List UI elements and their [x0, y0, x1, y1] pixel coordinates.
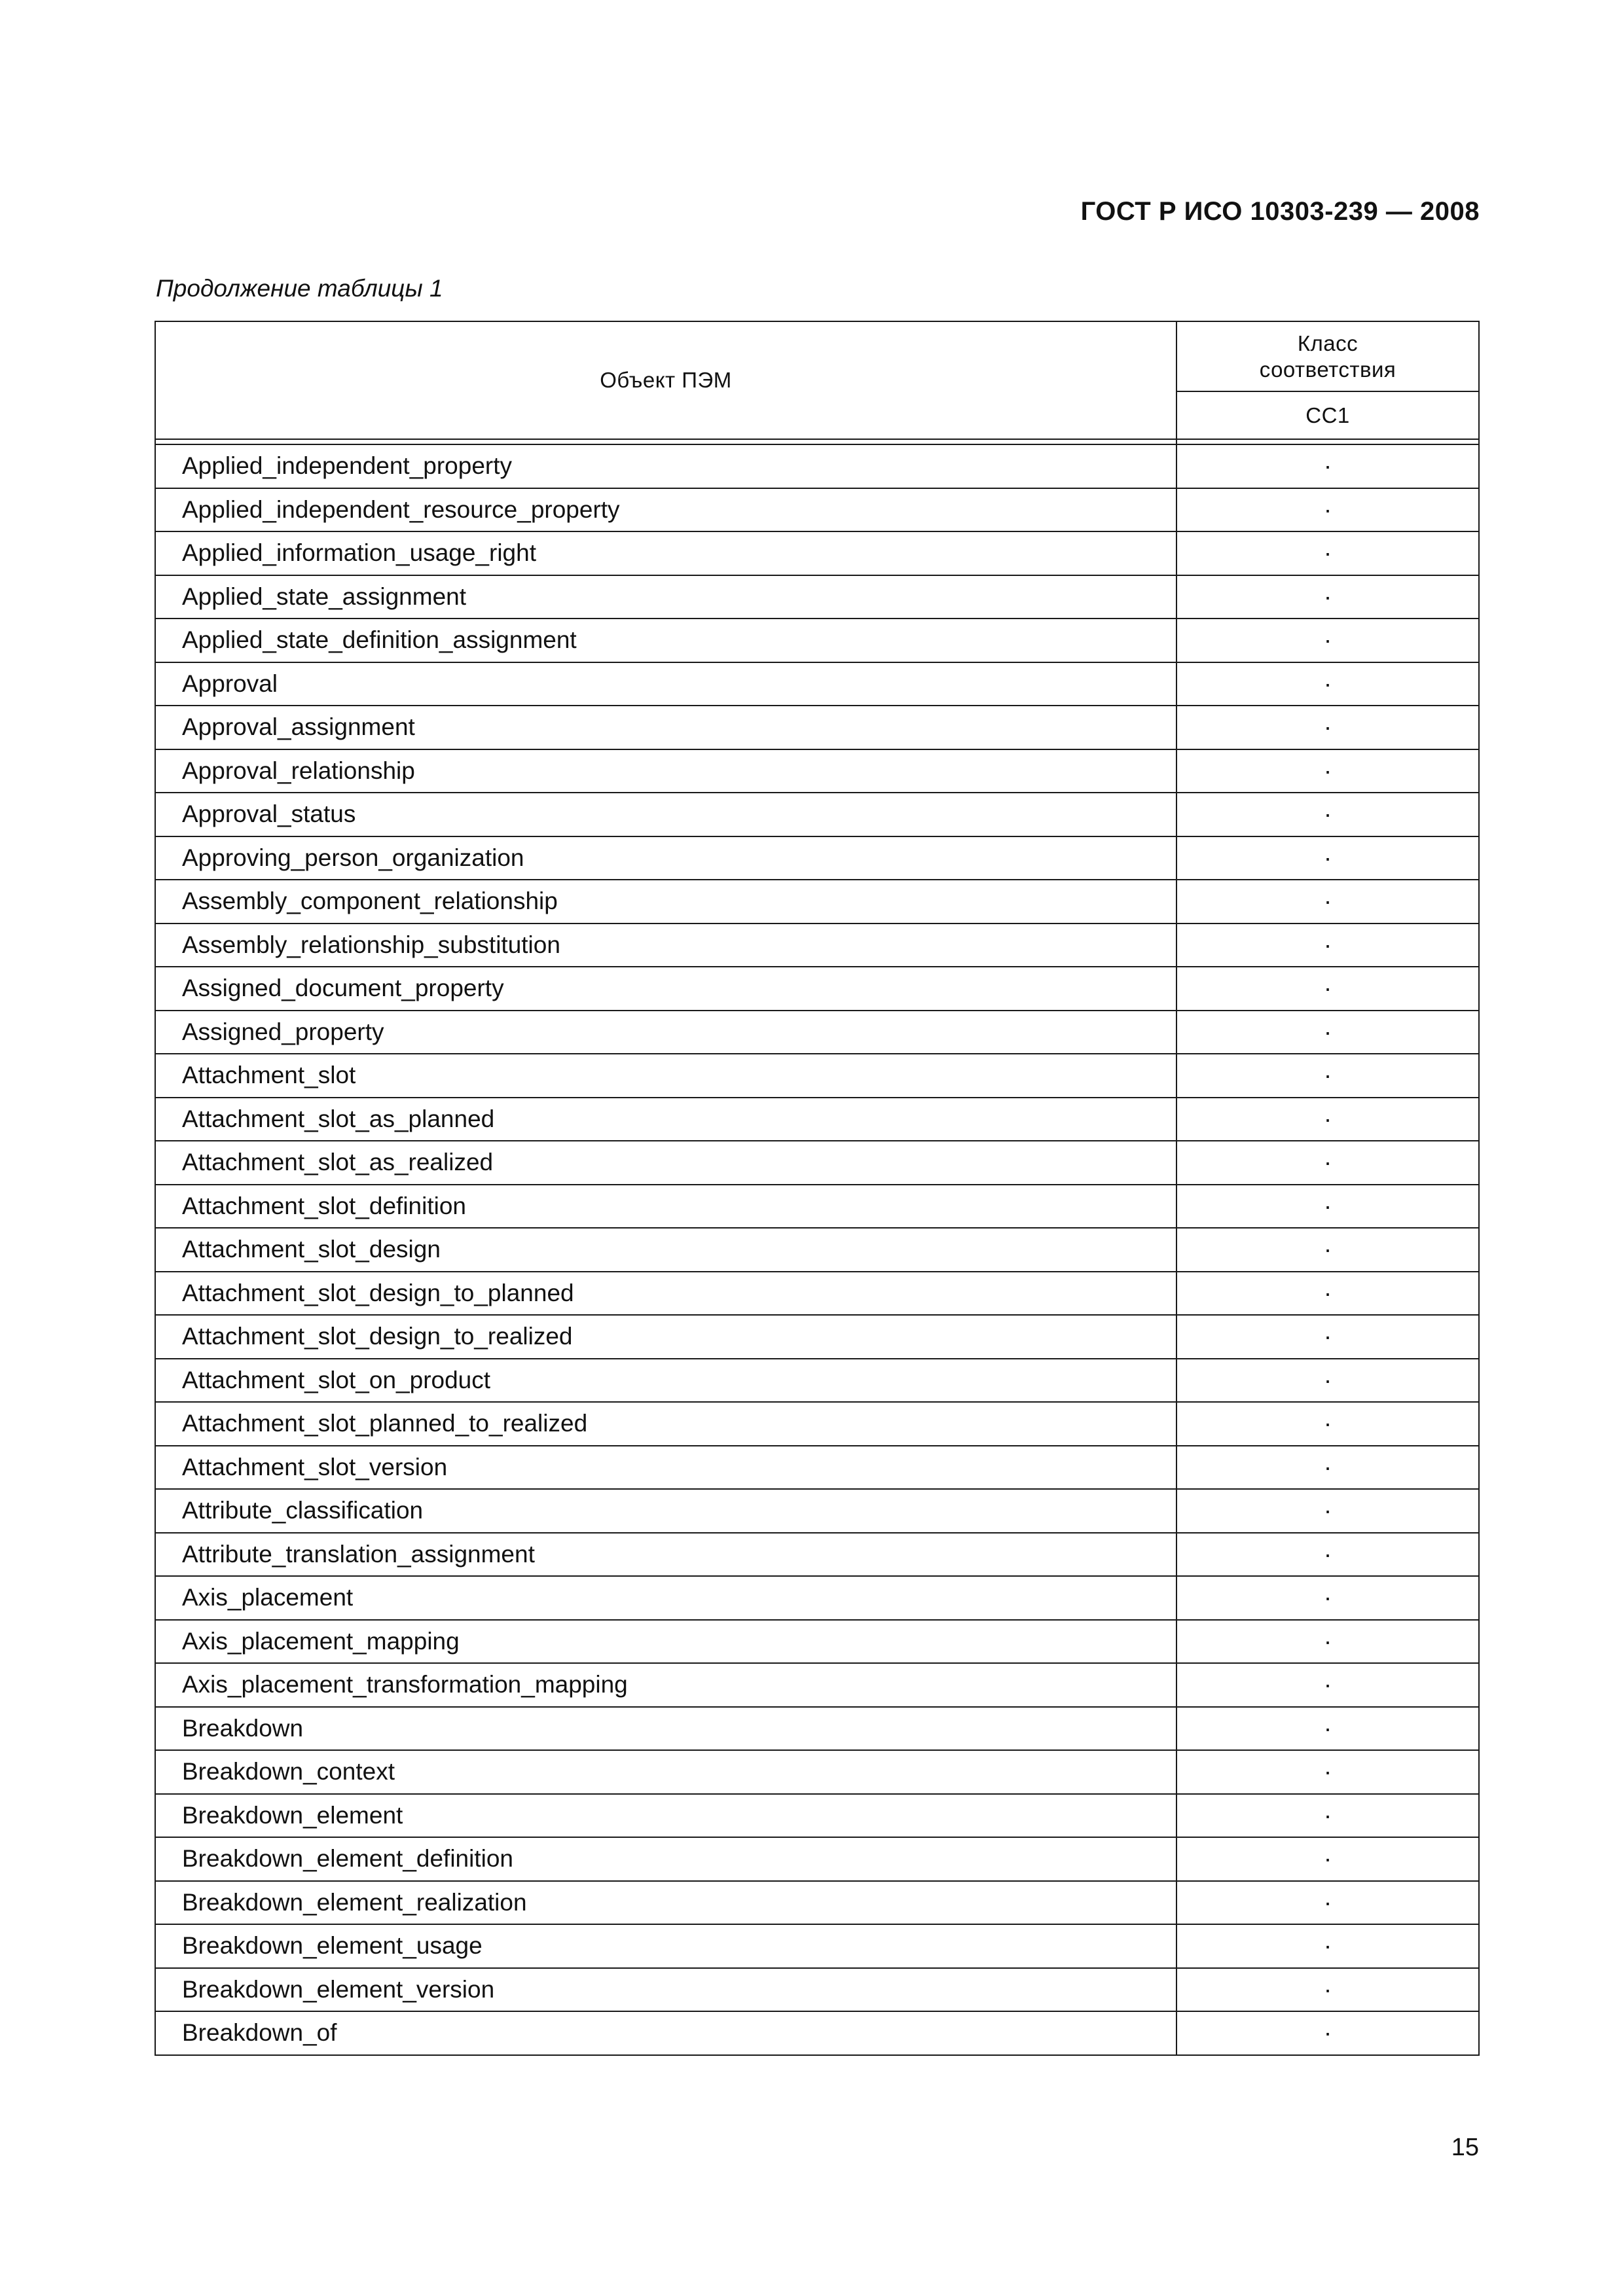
object-name-cell: Attachment_slot_planned_to_realized — [155, 1402, 1176, 1446]
object-name-cell: Attachment_slot_on_product — [155, 1359, 1176, 1403]
object-name-cell: Breakdown_element_definition — [155, 1837, 1176, 1881]
table-row — [155, 1707, 1479, 1751]
cc1-marker-cell: · — [1176, 1968, 1479, 2012]
cc1-marker-cell: · — [1176, 749, 1479, 793]
object-name-cell: Breakdown_element — [155, 1794, 1176, 1838]
object-name-cell: Attachment_slot_design_to_realized — [155, 1315, 1176, 1359]
conformance-table — [155, 321, 1478, 2056]
cc1-marker-cell: · — [1176, 1315, 1479, 1359]
object-name-cell: Approving_person_organization — [155, 836, 1176, 880]
table-row — [155, 1837, 1479, 1881]
cc1-marker-cell: · — [1176, 531, 1479, 575]
table-row — [155, 1402, 1479, 1446]
object-name-cell: Axis_placement_transformation_mapping — [155, 1663, 1176, 1707]
object-name-cell: Applied_information_usage_right — [155, 531, 1176, 575]
table — [155, 321, 1480, 2056]
cc1-marker-cell: · — [1176, 1446, 1479, 1490]
table-row — [155, 575, 1479, 619]
table-row — [155, 1359, 1479, 1403]
cc1-marker-cell: · — [1176, 1837, 1479, 1881]
table-row — [155, 924, 1479, 967]
table-row — [155, 1011, 1479, 1054]
cc1-marker-cell: · — [1176, 1750, 1479, 1794]
object-name-cell: Attribute_classification — [155, 1489, 1176, 1533]
cc1-marker-cell: · — [1176, 575, 1479, 619]
table-continuation-caption: Продолжение таблицы 1 — [156, 275, 443, 302]
object-name-cell: Applied_state_definition_assignment — [155, 619, 1176, 662]
cc1-marker-cell: · — [1176, 706, 1479, 749]
table-row — [155, 2011, 1479, 2055]
table-row — [155, 1141, 1479, 1185]
cc1-marker-cell: · — [1176, 1533, 1479, 1577]
cc1-marker-cell: · — [1176, 1794, 1479, 1838]
table-row — [155, 706, 1479, 749]
cc1-marker-cell: · — [1176, 1402, 1479, 1446]
table-row — [155, 1533, 1479, 1577]
object-name-cell: Breakdown_context — [155, 1750, 1176, 1794]
cc1-marker-cell: · — [1176, 1098, 1479, 1141]
cc1-marker-cell: · — [1176, 1924, 1479, 1968]
object-name-cell: Approval_relationship — [155, 749, 1176, 793]
page-number: 15 — [1451, 2134, 1479, 2161]
object-name-cell: Attachment_slot_design_to_planned — [155, 1272, 1176, 1316]
table-header — [155, 321, 1479, 444]
object-name-cell: Applied_independent_resource_property — [155, 488, 1176, 532]
cc1-marker-cell: · — [1176, 836, 1479, 880]
cc1-marker-cell: · — [1176, 793, 1479, 836]
table-row — [155, 1924, 1479, 1968]
object-name-cell: Approval_status — [155, 793, 1176, 836]
cc1-marker-cell: · — [1176, 1707, 1479, 1751]
cc1-marker-cell: · — [1176, 662, 1479, 706]
table-row — [155, 1750, 1479, 1794]
cc1-marker-cell: · — [1176, 967, 1479, 1011]
cc1-marker-cell: · — [1176, 1054, 1479, 1098]
cc1-marker-cell: · — [1176, 1881, 1479, 1925]
object-name-cell: Breakdown — [155, 1707, 1176, 1751]
column-header-cc1: CC1 — [1176, 391, 1479, 439]
table-row — [155, 662, 1479, 706]
table-row — [155, 793, 1479, 836]
object-name-cell: Attachment_slot_as_planned — [155, 1098, 1176, 1141]
column-header-conformance-class — [1176, 321, 1479, 391]
table-row — [155, 1620, 1479, 1664]
cc1-marker-cell: · — [1176, 1272, 1479, 1316]
table-row — [155, 619, 1479, 662]
object-name-cell: Attachment_slot — [155, 1054, 1176, 1098]
object-name-cell: Assembly_component_relationship — [155, 880, 1176, 924]
table-row — [155, 1794, 1479, 1838]
table-row — [155, 880, 1479, 924]
cc1-marker-cell: · — [1176, 1489, 1479, 1533]
table-row — [155, 1881, 1479, 1925]
object-name-cell: Applied_state_assignment — [155, 575, 1176, 619]
table-row — [155, 836, 1479, 880]
object-name-cell: Assigned_property — [155, 1011, 1176, 1054]
cc1-marker-cell: · — [1176, 1185, 1479, 1229]
cc1-marker-cell: · — [1176, 924, 1479, 967]
table-row — [155, 749, 1479, 793]
object-name-cell: Approval — [155, 662, 1176, 706]
object-name-cell: Breakdown_element_usage — [155, 1924, 1176, 1968]
table-row — [155, 531, 1479, 575]
table-row — [155, 1968, 1479, 2012]
object-name-cell: Assembly_relationship_substitution — [155, 924, 1176, 967]
cc1-marker-cell: · — [1176, 880, 1479, 924]
cc1-marker-cell: · — [1176, 1141, 1479, 1185]
table-row — [155, 1446, 1479, 1490]
table-row — [155, 1228, 1479, 1272]
object-name-cell: Axis_placement — [155, 1576, 1176, 1620]
header-separator — [155, 439, 1479, 444]
cc1-marker-cell: · — [1176, 1620, 1479, 1664]
table-row — [155, 1489, 1479, 1533]
table-row — [155, 1185, 1479, 1229]
object-name-cell: Breakdown_element_realization — [155, 1881, 1176, 1925]
cc1-marker-cell: · — [1176, 1011, 1479, 1054]
table-row — [155, 1576, 1479, 1620]
document-code: ГОСТ Р ИСО 10303-239 — 2008 — [1080, 197, 1480, 226]
table-row — [155, 488, 1479, 532]
object-name-cell: Approval_assignment — [155, 706, 1176, 749]
object-name-cell: Attachment_slot_version — [155, 1446, 1176, 1490]
object-name-cell: Attribute_translation_assignment — [155, 1533, 1176, 1577]
object-name-cell: Attachment_slot_as_realized — [155, 1141, 1176, 1185]
cc1-marker-cell: · — [1176, 444, 1479, 488]
cc1-marker-cell: · — [1176, 1359, 1479, 1403]
object-name-cell: Assigned_document_property — [155, 967, 1176, 1011]
table-row — [155, 1054, 1479, 1098]
table-row — [155, 1663, 1479, 1707]
table-row — [155, 1272, 1479, 1316]
object-name-cell: Applied_independent_property — [155, 444, 1176, 488]
table-row — [155, 444, 1479, 488]
cc1-marker-cell: · — [1176, 488, 1479, 532]
object-name-cell: Attachment_slot_definition — [155, 1185, 1176, 1229]
table-row — [155, 1098, 1479, 1141]
cc1-marker-cell: · — [1176, 1576, 1479, 1620]
column-header-object: Объект ПЭМ — [155, 321, 1176, 439]
table-row — [155, 967, 1479, 1011]
object-name-cell: Attachment_slot_design — [155, 1228, 1176, 1272]
conformance-class-label: Класс соответствия — [1259, 331, 1396, 382]
cc1-marker-cell: · — [1176, 1228, 1479, 1272]
table-row — [155, 1315, 1479, 1359]
table-body — [155, 444, 1479, 2055]
object-name-cell: Breakdown_of — [155, 2011, 1176, 2055]
object-name-cell: Breakdown_element_version — [155, 1968, 1176, 2012]
cc1-marker-cell: · — [1176, 2011, 1479, 2055]
cc1-marker-cell: · — [1176, 1663, 1479, 1707]
cc1-marker-cell: · — [1176, 619, 1479, 662]
object-name-cell: Axis_placement_mapping — [155, 1620, 1176, 1664]
